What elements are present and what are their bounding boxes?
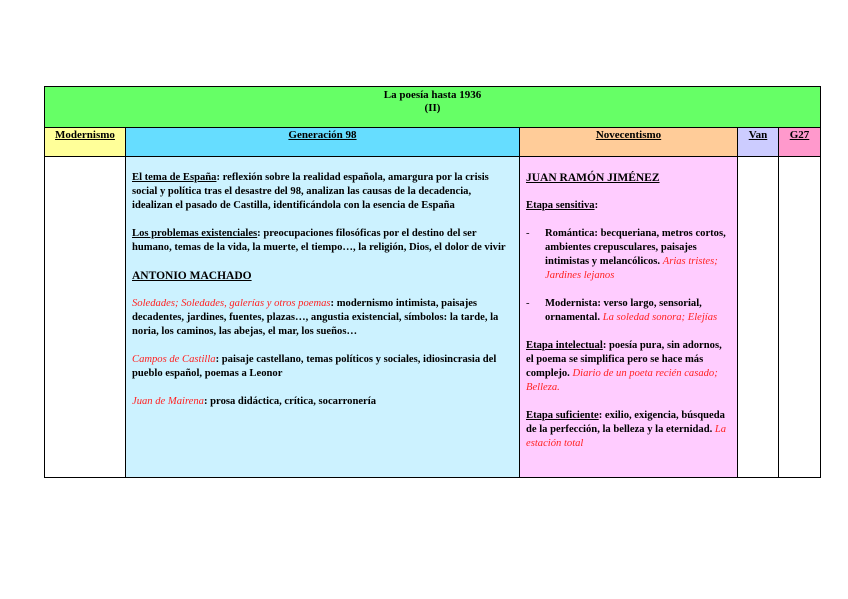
text-modernista: Modernista: verso largo, sensorial, ornamental. xyxy=(545,298,702,323)
author-juan-ramon-jimenez: JUAN RAMÓN JIMÉNEZ xyxy=(526,172,660,184)
list-item-romantica xyxy=(526,227,731,283)
text-etapa-intelectual: : poesía pura, sin adornos, el poema se simplifica pero se hace más complejo. xyxy=(526,340,722,379)
heading-problemas-existenciales: Los problemas existenciales xyxy=(132,228,258,239)
works-etapa-suficiente: La estación total xyxy=(526,424,727,449)
works-modernista: La soledad sonora; Elejías xyxy=(602,312,718,323)
header-modernismo: Modernismo xyxy=(45,128,126,156)
title-line-1: La poesía hasta 1936 xyxy=(383,89,482,101)
title-line-2: (II) xyxy=(424,102,441,114)
text-tema-espana: : reflexión sobre la realidad española, amargura por la crisis social y política tras el desastre del 98, analizan las causas de la decadencia, idealizan el pasado de Castilla, identificándola con la esencia de España xyxy=(132,172,489,211)
paragraph-problemas-existenciales xyxy=(132,227,513,255)
heading-tema-espana: El tema de España xyxy=(132,172,217,183)
dash-bullet: - xyxy=(526,298,530,309)
cell-van xyxy=(738,157,779,477)
header-g27: G27 xyxy=(779,128,820,156)
header-generacion-98: Generación 98 xyxy=(126,128,520,156)
paragraph-juan-mairena xyxy=(132,395,513,409)
cell-modernismo xyxy=(45,157,126,477)
text-juan-mairena: : prosa didáctica, crítica, socarronería xyxy=(203,396,376,407)
author-antonio-machado: ANTONIO MACHADO xyxy=(132,270,252,282)
text-campos-castilla: : paisaje castellano, temas políticos y sociales, idiosincrasia del pueblo español, poemas a Leonor xyxy=(132,354,497,379)
etapa-sensitiva-colon: : xyxy=(594,200,599,211)
paragraph-tema-espana xyxy=(132,171,513,213)
cell-generacion-98 xyxy=(126,157,520,477)
cell-novecentismo xyxy=(520,157,738,477)
header-row xyxy=(45,128,820,157)
cell-g27 xyxy=(779,157,820,477)
heading-etapa-sensitiva: Etapa sensitiva xyxy=(526,200,595,211)
work-soledades: Soledades; Soledades, galerías y otros poemas xyxy=(132,298,331,309)
text-etapa-suficiente: : exilio, exigencia, búsqueda de la perfección, la belleza y la eternidad. xyxy=(526,410,725,435)
header-novecentismo: Novecentismo xyxy=(520,128,738,156)
paragraph-etapa-suficiente xyxy=(526,409,731,451)
heading-etapa-intelectual: Etapa intelectual xyxy=(526,340,603,351)
table-title xyxy=(45,87,820,128)
works-etapa-intelectual: Diario de un poeta recién casado; Belleza. xyxy=(526,368,718,393)
poetry-table xyxy=(44,86,821,478)
works-romantica: Arias tristes; Jardines lejanos xyxy=(545,256,718,281)
text-problemas-existenciales: : preocupaciones filosóficas por el destino del ser humano, temas de la vida, la muerte, el tiempo…, la religión, Dios, el dolor de vivir xyxy=(132,228,506,253)
paragraph-soledades xyxy=(132,297,513,339)
paragraph-campos-castilla xyxy=(132,353,513,381)
content-row xyxy=(45,157,820,477)
work-juan-mairena: Juan de Mairena xyxy=(132,396,204,407)
text-romantica: Romántica: becqueriana, metros cortos, ambientes crepusculares, paisajes intimistas y melancólicos. xyxy=(545,228,726,267)
paragraph-etapa-intelectual xyxy=(526,339,731,395)
paragraph-etapa-sensitiva xyxy=(526,199,731,213)
heading-etapa-suficiente: Etapa suficiente xyxy=(526,410,599,421)
header-van: Van xyxy=(738,128,779,156)
dash-bullet: - xyxy=(526,228,530,239)
list-item-modernista xyxy=(526,297,731,325)
work-campos-castilla: Campos de Castilla xyxy=(132,354,216,365)
text-soledades: : modernismo intimista, paisajes decadentes, jardines, fuentes, plazas…, angustia existencial, símbolos: la tarde, la noria, los caminos, las abejas, el mar, los sueños… xyxy=(132,298,499,337)
